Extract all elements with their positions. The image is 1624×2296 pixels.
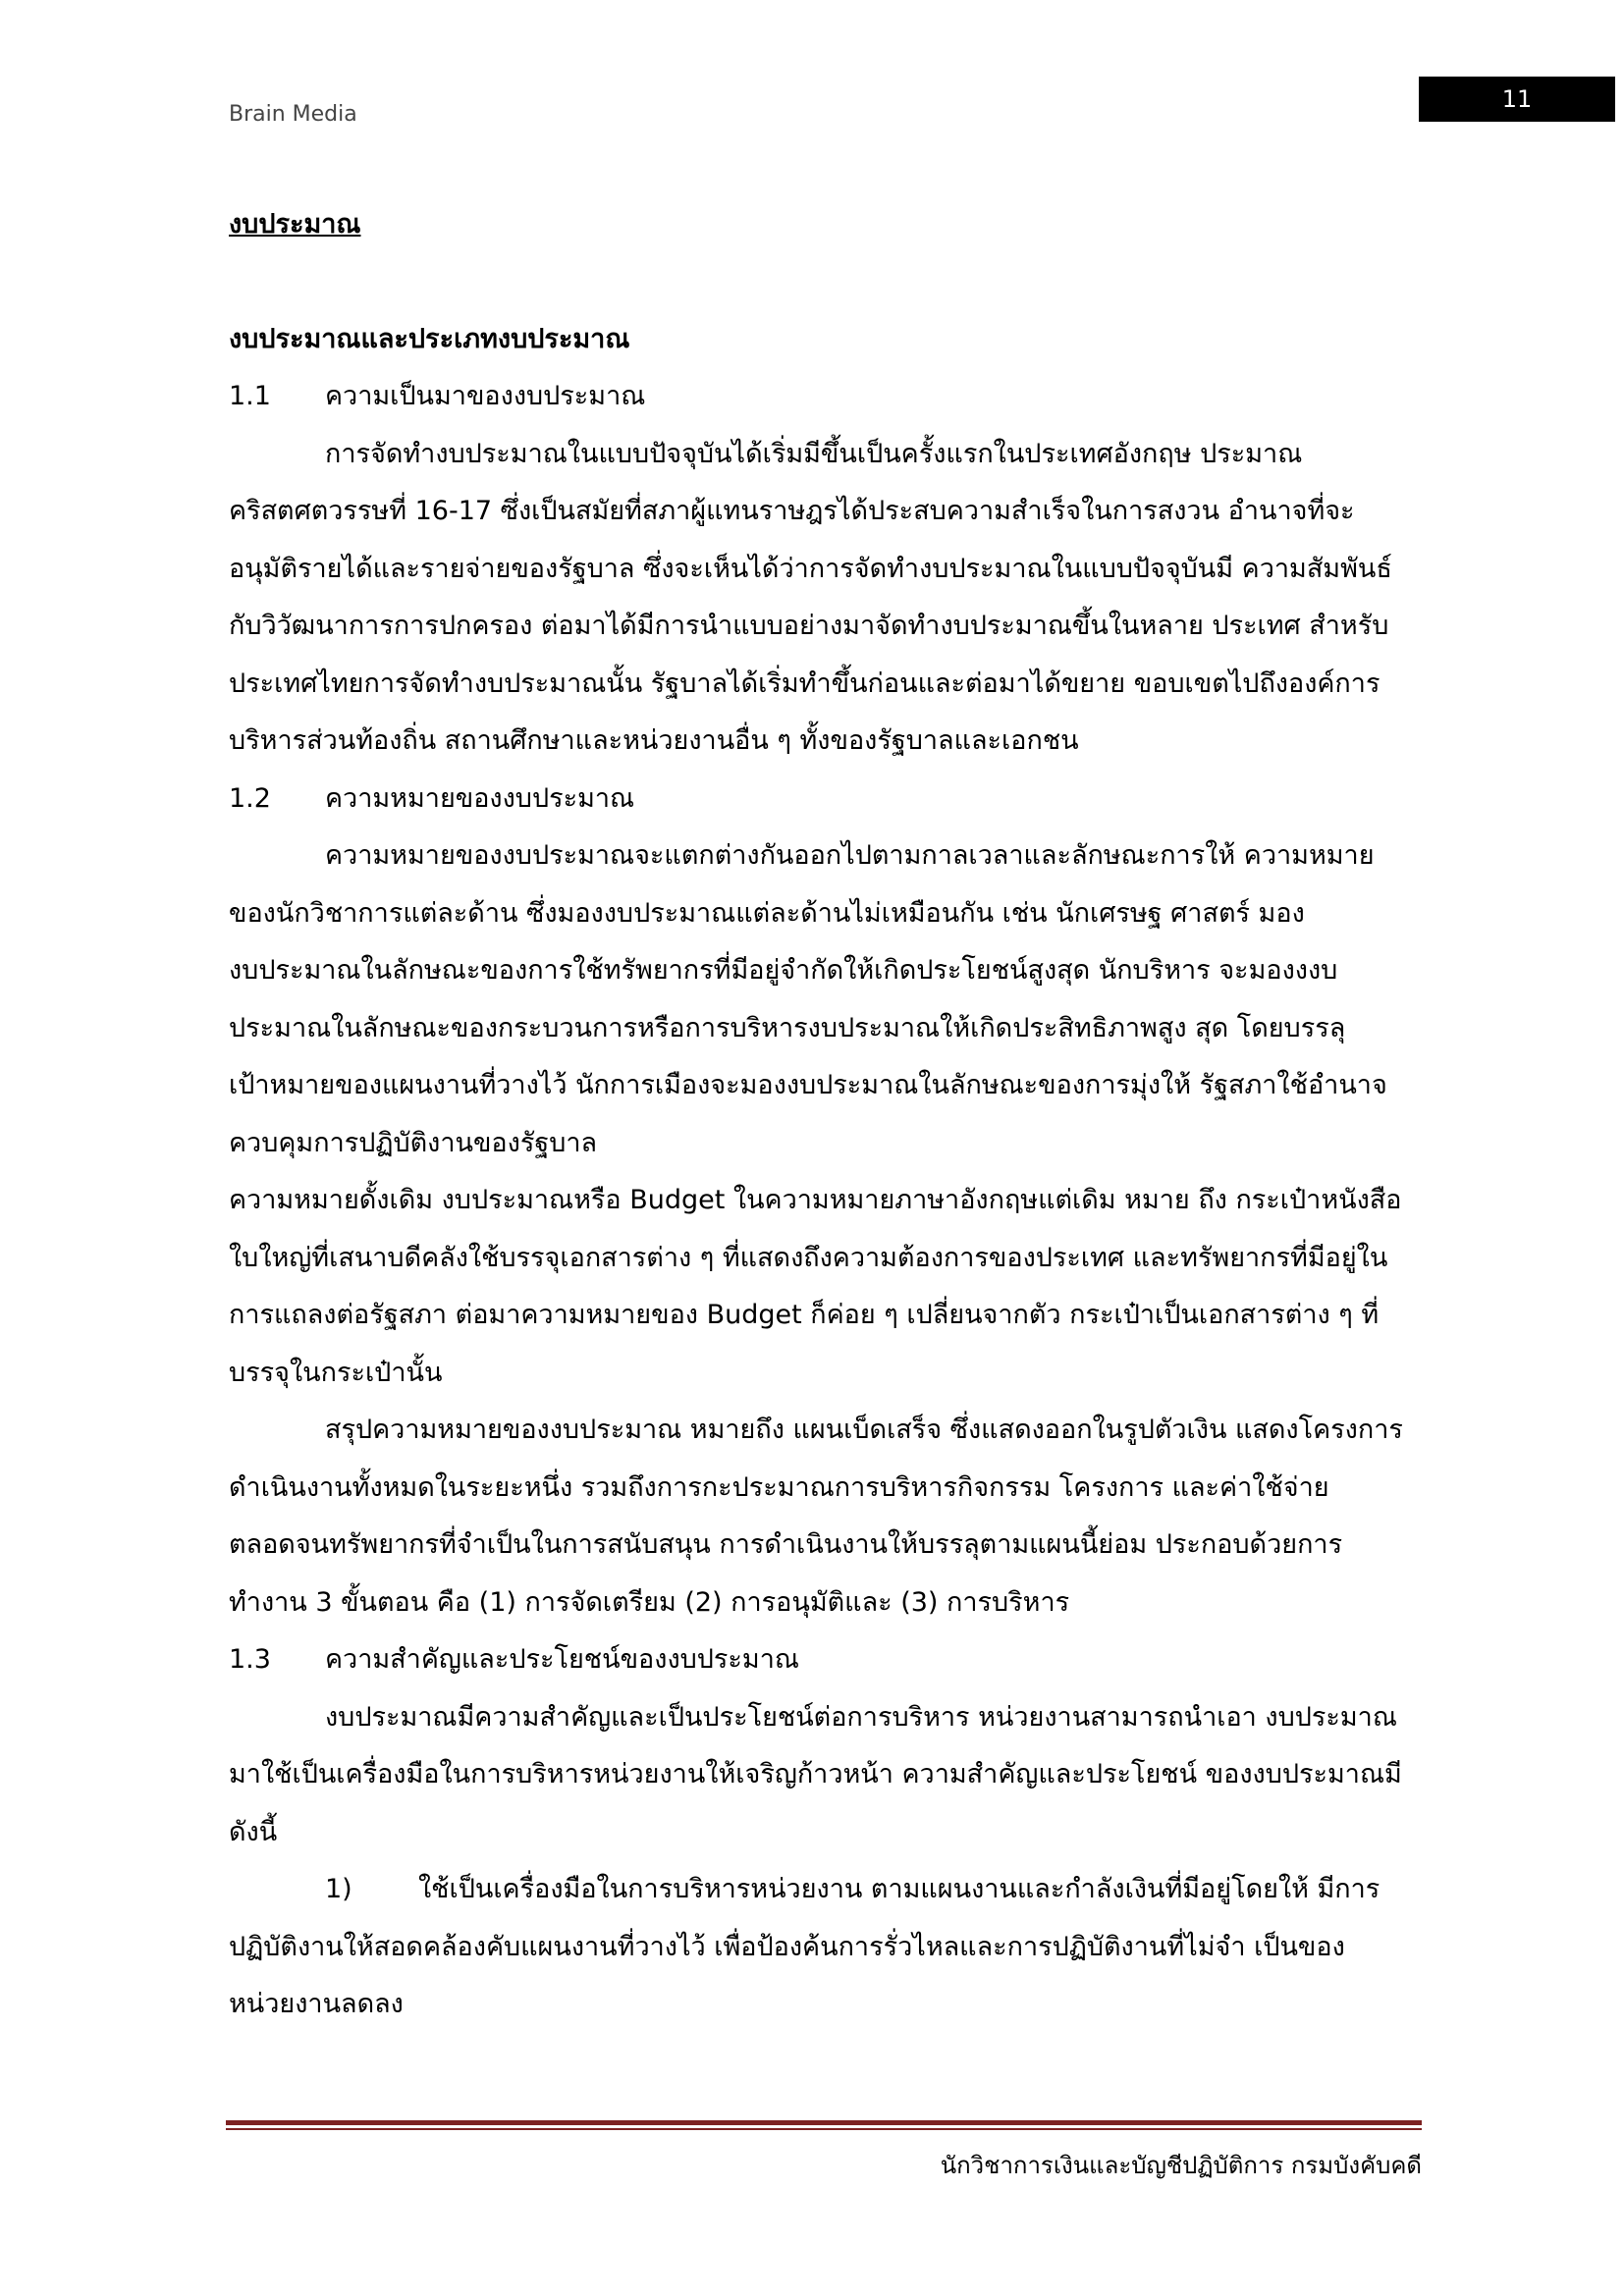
paragraph-line: บรรจุในกระเป๋านั้น (229, 1357, 443, 1388)
subsection-title: ความเป็นมาของงบประมาณ (325, 381, 646, 411)
paragraph-line: ใบใหญ่ที่เสนาบดีคลังใช้บรรจุเอกสารต่าง ๆ ที่แสดงถึงความต้องการของประเทศ และทรัพยากรที่มีอยู่ใน (229, 1242, 1388, 1273)
subsection-title: ความหมายของงบประมาณ (325, 782, 635, 814)
paragraph-line: ประเทศไทยการจัดทำงบประมาณนั้น รัฐบาลได้เริ่มทำขึ้นก่อนและต่อมาได้ขยาย ขอบเขตไปถึงองค์การ (229, 667, 1380, 699)
footer-rule (226, 2120, 1422, 2125)
paragraph-line: คริสตศตวรรษที่ 16-17 ซึ่งเป็นสมัยที่สภาผู้แทนราษฎรได้ประสบความสำเร็จในการสงวน อำนาจที่จะ (229, 496, 1355, 526)
paragraph-line: เป้าหมายของแผนงานที่วางไว้ นักการเมืองจะมองงบประมาณในลักษณะของการมุ่งให้ รัฐสภาใช้อำนาจ (229, 1070, 1387, 1100)
paragraph-line: ดังนี้ (229, 1816, 278, 1847)
header-publisher: Brain Media (229, 102, 357, 127)
paragraph-line: การจัดทำงบประมาณในแบบปัจจุบันได้เริ่มมีขึ้นเป็นครั้งแรกในประเทศอังกฤษ ประมาณ (325, 438, 1303, 469)
page-title: งบประมาณ (229, 209, 361, 240)
subsection-heading-1-2 (229, 771, 1422, 828)
paragraph-line: กับวิวัฒนาการการปกครอง ต่อมาได้มีการนำแบบอย่างมาจัดทำงบประมาณขึ้นในหลาย ประเทศ สำหรับ (229, 611, 1389, 641)
paragraph-line: งบประมาณในลักษณะของการใช้ทรัพยากรที่มีอยู่จำกัดให้เกิดประโยชน์สูงสุด นักบริหาร จะมองงงบ (229, 955, 1338, 986)
paragraph-line: บริหารส่วนท้องถิ่น สถานศึกษาและหน่วยงานอื่น ๆ ทั้งของรัฐบาลและเอกชน (229, 725, 1079, 756)
paragraph-line: หน่วยงานลดลง (229, 1989, 404, 2019)
paragraph-line: งบประมาณมีความสำคัญและเป็นประโยชน์ต่อการบริหาร หน่วยงานสามารถนำเอา งบประมาณ (325, 1701, 1397, 1733)
document-body (229, 196, 1422, 2034)
paragraph-line: สรุปความหมายของงบประมาณ หมายถึง แผนเบ็ดเสร็จ ซึ่งแสดงออกในรูปตัวเงิน แสดงโครงการ (325, 1415, 1403, 1445)
subsection-number: 1.3 (229, 1644, 271, 1675)
paragraph-line: ดำเนินงานทั้งหมดในระยะหนึ่ง รวมถึงการกะประมาณการบริหารกิจกรรม โครงการ และค่าใช้จ่าย (229, 1471, 1329, 1503)
list-item-1 (229, 1861, 1422, 1919)
paragraph-line: ควบคุมการปฏิบัติงานของรัฐบาล (229, 1127, 598, 1158)
paragraph-line: ปฏิบัติงานให้สอดคล้องคับแผนงานที่วางไว้ เพื่อป้องค้นการรั่วไหลและการปฏิบัติงานที่ไม่จำ เป็นของ (229, 1931, 1345, 1962)
subsection-number: 1.2 (229, 782, 271, 814)
paragraph-line: การแถลงต่อรัฐสภา ต่อมาความหมายของ Budget ก็ค่อย ๆ เปลี่ยนจากตัว กระเป๋าเป็นเอกสารต่าง ๆ ที่ (229, 1300, 1380, 1330)
subsection-title: ความสำคัญและประโยชน์ของงบประมาณ (325, 1644, 799, 1675)
paragraph-line: ของนักวิชาการแต่ละด้าน ซึ่งมองงบประมาณแต่ละด้านไม่เหมือนกัน เช่น นักเศรษฐ ศาสตร์ มอง (229, 897, 1305, 929)
paragraph-line: อนุมัติรายได้และรายจ่ายของรัฐบาล ซึ่งจะเห็นได้ว่าการจัดทำงบประมาณในแบบปัจจุบันมี ความสัมพันธ์ (229, 553, 1392, 584)
subsection-heading-1-3 (229, 1631, 1422, 1689)
paragraph-line: ตลอดจนทรัพยากรที่จำเป็นในการสนับสนุน การดำเนินงานให้บรรลุตามแผนนี้ย่อม ประกอบด้วยการ (229, 1529, 1343, 1560)
paragraph-line: ความหมายดั้งเดิม งบประมาณหรือ Budget ในความหมายภาษาอังกฤษแต่เดิม หมาย ถึง กระเป๋าหนังสือ (229, 1185, 1402, 1215)
paragraph-line: ความหมายของงบประมาณจะแตกต่างกันออกไปตามกาลเวลาและลักษณะการให้ ความหมาย (325, 840, 1375, 871)
paragraph-line: มาใช้เป็นเครื่องมือในการบริหารหน่วยงานให้เจริญก้าวหน้า ความสำคัญและประโยชน์ ของงบประมาณมี (229, 1759, 1402, 1789)
footer-rule-thin (226, 2128, 1422, 2130)
subsection-heading-1-1 (229, 368, 1422, 426)
page-number: 11 (1419, 77, 1615, 122)
paragraph-line: ประมาณในลักษณะของกระบวนการหรือการบริหารงบประมาณให้เกิดประสิทธิภาพสูง สุด โดยบรรลุ (229, 1012, 1346, 1043)
footer-text: นักวิชาการเงินและบัญชีปฏิบัติการ กรมบังคับคดี (940, 2152, 1422, 2179)
section-heading: งบประมาณและประเภทงบประมาณ (229, 323, 630, 354)
list-item-text: ใช้เป็นเครื่องมือในการบริหารหน่วยงาน ตามแผนงานและกำลังเงินที่มีอยู่โดยให้ มีการ (418, 1874, 1380, 1904)
paragraph-line: ทำงาน 3 ขั้นตอน คือ (1) การจัดเตรียม (2) การอนุมัติและ (3) การบริหาร (229, 1586, 1070, 1618)
list-item-number: 1) (325, 1874, 352, 1904)
subsection-number: 1.1 (229, 381, 271, 411)
